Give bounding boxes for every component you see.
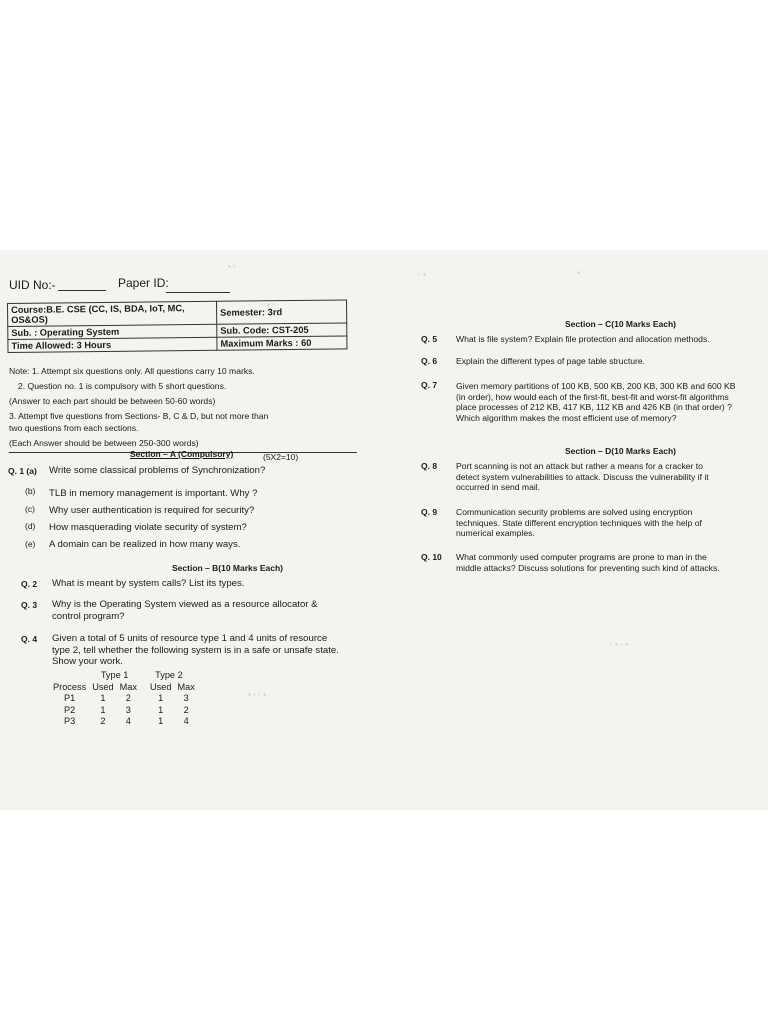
q6-text: Explain the different types of page table structure.	[456, 356, 646, 366]
q5-text: What is file system? Explain file protection and allocation methods.	[456, 334, 710, 344]
q10-text: What commonly used computer programs are prone to man in the middle attacks? Discuss solutions for preventing such kind of attacks.	[456, 552, 720, 573]
q4-number: Q. 4	[21, 634, 38, 644]
q1b-text: TLB in memory management is important. Why ?	[49, 488, 258, 499]
bleed-through-mark: ▪	[577, 268, 580, 277]
uid-label: UID No:-	[9, 278, 56, 292]
table-cell: P2	[63, 704, 76, 715]
table-cell: 4	[125, 716, 131, 726]
paper-id-label: Paper ID:	[118, 276, 169, 290]
table-cell: 1	[158, 704, 164, 715]
col-max-1: Max	[119, 681, 138, 692]
table-row	[50, 693, 198, 705]
col-process: Process	[53, 681, 87, 692]
section-d-title: Section – D(10 Marks Each)	[565, 446, 677, 456]
q1a-text: Write some classical problems of Synchronization?	[49, 465, 266, 476]
q10-number: Q. 10	[421, 552, 442, 562]
section-b-title: Section – B(10 Marks Each)	[172, 563, 284, 573]
q1e-text: A domain can be realized in how many ways.	[49, 539, 241, 550]
table-row	[50, 716, 198, 728]
table-cell: 1	[158, 693, 164, 703]
course-info-table	[7, 299, 348, 353]
type2-header: Type 2	[155, 670, 183, 680]
table-cell: 2	[183, 704, 189, 715]
col-used-1: Used	[92, 681, 114, 692]
q1b-label: (b)	[25, 486, 36, 496]
table-cell: 3	[125, 704, 131, 715]
q9-number: Q. 9	[421, 507, 438, 517]
type1-header: Type 1	[100, 670, 129, 680]
subject-cell: Sub. : Operating System	[8, 324, 217, 339]
bleed-through-mark: ▫ ▪ ▫	[262, 300, 275, 309]
table-cell: 4	[183, 716, 189, 726]
resource-table-blank-header	[50, 670, 89, 682]
bleed-through-mark: ▫ ▪	[418, 270, 426, 279]
q1d-text: How masquerading violate security of system?	[49, 522, 247, 533]
col-max-2: Max	[177, 681, 195, 692]
note-3-sub: (Each Answer should be between 250-300 words)	[9, 438, 199, 448]
table-row	[50, 705, 198, 717]
note-2-sub: (Answer to each part should be between 50-60 words)	[9, 396, 216, 406]
q1d-label: (d)	[25, 521, 36, 531]
q7-number: Q. 7	[421, 380, 438, 390]
q1-number: Q. 1 (a)	[8, 466, 37, 476]
bleed-through-mark: ▪ ▫	[228, 262, 236, 271]
q9-text: Communication security problems are solved using encryption techniques. State different encryption techniques with the help of numerical examples.	[456, 507, 702, 538]
q5-number: Q. 5	[421, 334, 438, 344]
col-used-2: Used	[150, 681, 172, 692]
q1c-text: Why user authentication is required for security?	[49, 505, 255, 516]
table-cell: P3	[63, 716, 76, 726]
course-cell: Course:B.E. CSE (CC, IS, BDA, IoT, MC, OS&OS)	[8, 301, 217, 326]
table-cell: P1	[63, 693, 76, 703]
note-2: 2. Question no. 1 is compulsory with 5 short questions.	[18, 381, 227, 391]
semester-cell: Semester: 3rd	[216, 300, 346, 324]
bleed-through-mark: ▪ ▫ ▫ ▪	[248, 690, 267, 699]
sub-code-cell: Sub. Code: CST-205	[217, 323, 347, 337]
note-3a: 3. Attempt five questions from Sections- B, C & D, but not more than	[9, 411, 269, 421]
table-cell: 1	[100, 704, 106, 715]
note-1: Note: 1. Attempt six questions only. All questions carry 10 marks.	[9, 366, 255, 376]
q8-number: Q. 8	[421, 461, 438, 471]
q4-text: Given a total of 5 units of resource type 1 and 4 units of resource type 2, tell whether the following system is in a safe or unsafe state. Show your work.	[52, 633, 339, 667]
q1e-label: (e)	[25, 539, 36, 549]
q8-text: Port scanning is not an attack but rather a means for a cracker to detect system vulnerabilities to attack. Discuss the vulnerability if it occurred in send mail.	[456, 461, 709, 492]
q1c-label: (c)	[25, 504, 35, 514]
table-cell: 2	[100, 716, 106, 726]
q2-text: What is meant by system calls? List its types.	[52, 578, 245, 589]
section-a-marks: (5X2=10)	[263, 452, 299, 462]
table-cell: 1	[158, 716, 164, 726]
q6-number: Q. 6	[421, 356, 438, 366]
q7-text: Given memory partitions of 100 KB, 500 KB, 200 KB, 300 KB and 600 KB (in order), how would each of the first-fit, best-fit and worst-fit algorithms place processes of 212 KB, 417 KB, 112 KB and 426 KB (in that order) ? Which algorithm makes the most efficient use of memory?	[456, 381, 736, 423]
resource-table	[50, 670, 198, 728]
q3-number: Q. 3	[21, 600, 38, 610]
uid-blank-line	[58, 290, 106, 291]
time-allowed-cell: Time Allowed: 3 Hours	[8, 337, 217, 352]
table-cell: 2	[125, 693, 131, 703]
note-3b: two questions from each sections.	[9, 423, 139, 433]
table-cell: 1	[100, 693, 106, 703]
q3-text: Why is the Operating System viewed as a resource allocator & control program?	[52, 599, 318, 622]
paper-id-blank-line	[166, 292, 230, 293]
bleed-through-mark: ▫ ▪ ▫ ▪	[610, 640, 629, 649]
section-c-title: Section – C(10 Marks Each)	[565, 319, 677, 329]
q2-number: Q. 2	[21, 579, 38, 589]
table-cell: 3	[183, 693, 189, 703]
section-a-title: Section – A (Compulsory)	[130, 449, 234, 459]
max-marks-cell: Maximum Marks : 60	[217, 336, 347, 350]
